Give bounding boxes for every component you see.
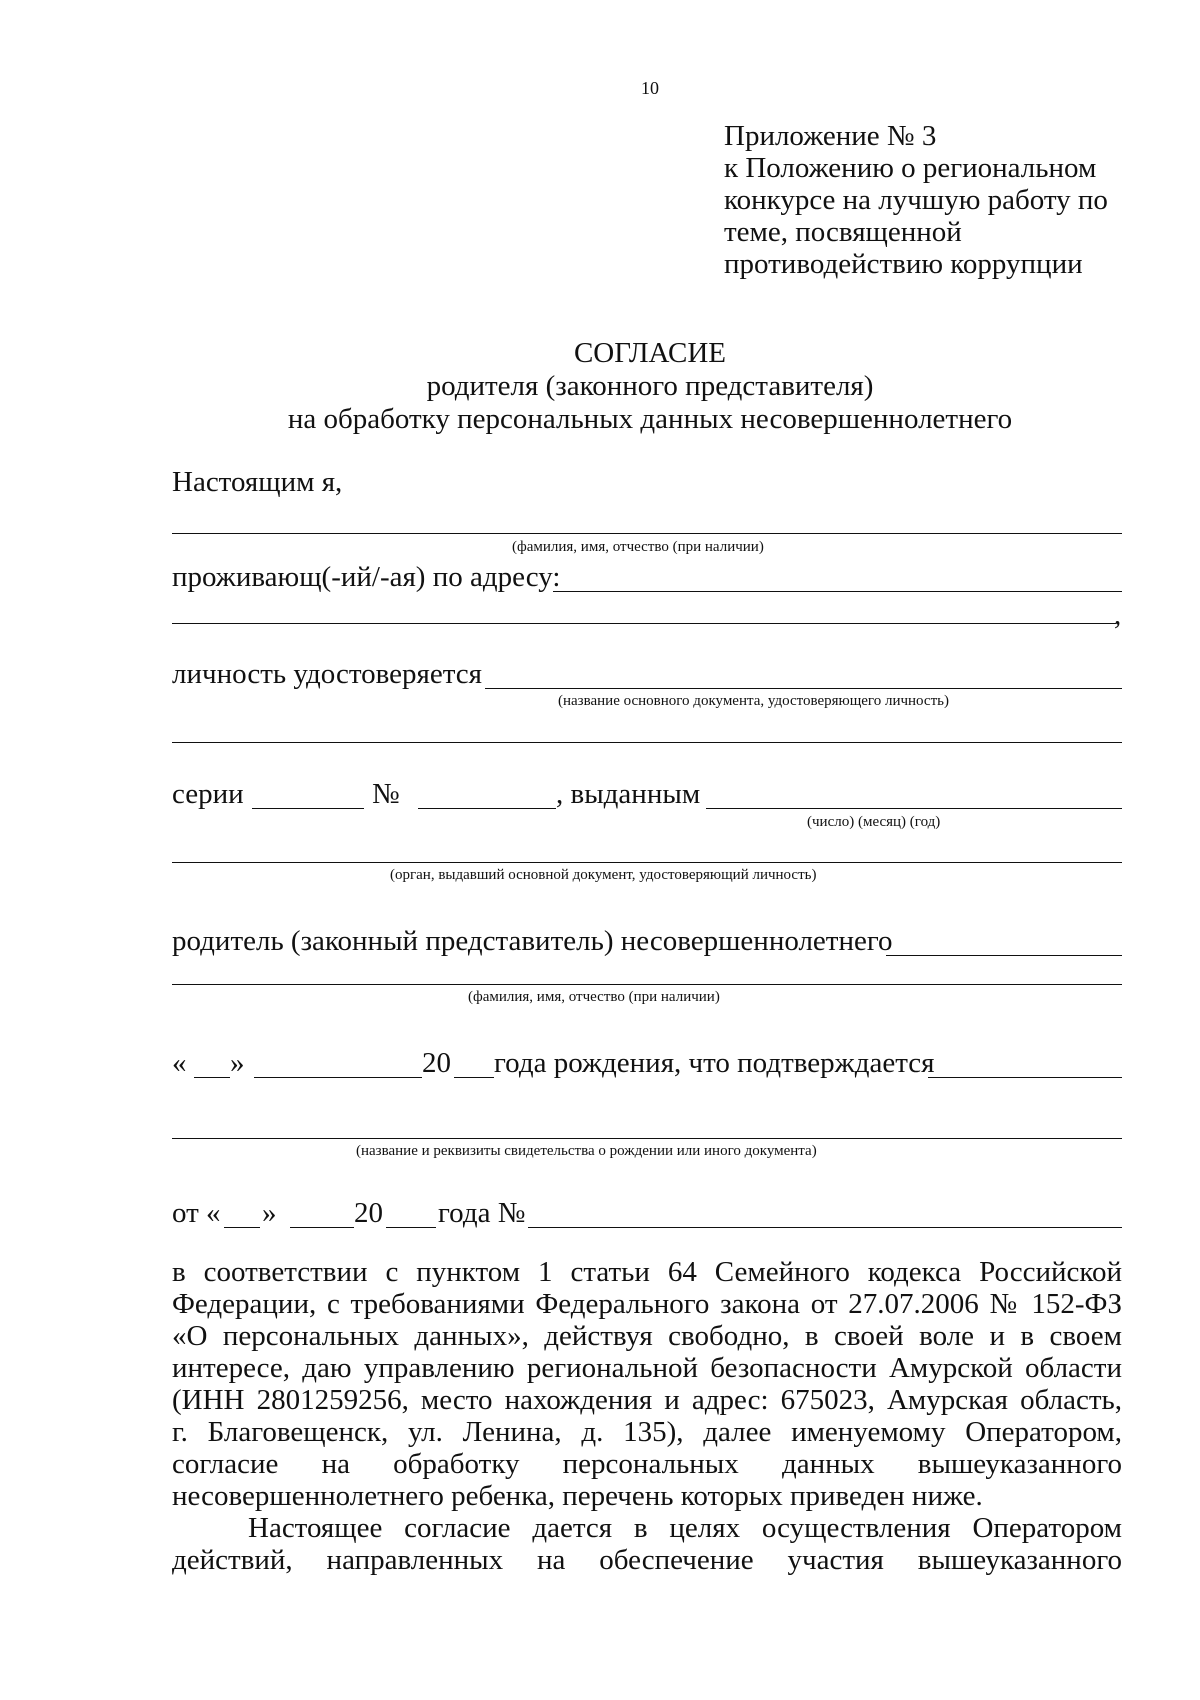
address-field-line2[interactable] [172,623,1116,624]
birth-proof-field[interactable] [928,1077,1122,1078]
identity-doc-field-line2[interactable] [172,742,1122,743]
certificate-field[interactable] [172,1138,1122,1139]
paragraph-line: действий, направленных на обеспечение участия вышеуказанного [172,1544,1122,1576]
series-field[interactable] [252,808,364,809]
number-field[interactable] [418,808,556,809]
paragraph-line: интересе, даю управлению региональной безопасности Амурской области [172,1352,1122,1384]
document-subtitle: родителя (законного представителя) [426,370,874,402]
birth-open-quote: « [172,1047,187,1079]
issuer-field[interactable] [172,862,1122,863]
from-close-quote: » [262,1197,277,1229]
appendix-line: теме, посвященной [724,216,962,248]
purpose-paragraph [172,1512,1122,1576]
paragraph-line: в соответствии с пунктом 1 статьи 64 Семейного кодекса Российской [172,1256,1122,1288]
birth-year-prefix: 20 [422,1047,451,1079]
appendix-line: противодействию коррупции [724,248,1083,280]
paragraph-line: (ИНН 2801259256, место нахождения и адрес: 675023, Амурская область, [172,1384,1122,1416]
child-fio-field-line2[interactable] [172,984,1122,985]
intro-text: Настоящим я, [172,466,343,498]
birth-day-field[interactable] [194,1077,230,1078]
issue-date-caption: (число) (месяц) (год) [807,814,941,830]
issued-label: , выданным [556,778,701,810]
appendix-reference [724,120,1108,280]
doc-day-field[interactable] [224,1227,260,1228]
identity-doc-field[interactable] [485,688,1122,689]
series-label: серии [172,778,244,810]
certificate-caption: (название и реквизиты свидетельства о рождении или иного документа) [356,1143,817,1159]
document-subtitle: на обработку персональных данных несовершеннолетнего [287,403,1013,435]
birth-month-field[interactable] [254,1077,422,1078]
child-fio-caption: (фамилия, имя, отчество (при наличии) [468,989,720,1005]
appendix-line: конкурсе на лучшую работу по [724,184,1108,216]
birth-label: года рождения, что подтверждается [494,1047,935,1079]
document-title: СОГЛАСИЕ [573,337,727,369]
appendix-line: Приложение № 3 [724,120,937,152]
birth-close-quote: » [230,1047,245,1079]
fio-field[interactable] [172,533,1122,534]
doc-number-label: года № [438,1197,526,1229]
paragraph-line: согласие на обработку персональных данных вышеуказанного [172,1448,1122,1480]
issue-date-field[interactable] [706,808,1122,809]
birth-year-field[interactable] [454,1077,494,1078]
doc-year-field[interactable] [386,1227,436,1228]
doc-month-field[interactable] [290,1227,354,1228]
parent-label: родитель (законный представитель) несовершеннолетнего [172,925,893,957]
number-label: № [372,778,400,810]
address-label: проживающ(-ий/-ая) по адресу: [172,561,561,593]
doc-number-field[interactable] [528,1227,1122,1228]
paragraph-line: несовершеннолетнего ребенка, перечень которых приведен ниже. [172,1480,983,1512]
address-comma: , [1114,599,1122,631]
child-fio-field[interactable] [886,955,1122,956]
fio-caption: (фамилия, имя, отчество (при наличии) [512,539,764,555]
identity-label: личность удостоверяется [172,658,482,690]
page-number: 10 [641,78,659,98]
consent-paragraph [172,1256,1122,1512]
from-label: от « [172,1197,221,1229]
appendix-line: к Положению о региональном [724,152,1097,184]
paragraph-line: «О персональных данных», действуя свободно, в своей воле и в своем [172,1320,1122,1352]
issuer-caption: (орган, выдавший основной документ, удостоверяющий личность) [390,867,817,883]
paragraph-line: Настоящее согласие дается в целях осуществления Оператором [248,1512,1122,1544]
paragraph-line: Федерации, с требованиями Федерального закона от 27.07.2006 № 152-ФЗ [172,1288,1122,1320]
identity-doc-caption: (название основного документа, удостоверяющего личность) [558,693,949,709]
address-field[interactable] [553,591,1122,592]
paragraph-line: г. Благовещенск, ул. Ленина, д. 135), далее именуемому Оператором, [172,1416,1122,1448]
doc-year-prefix: 20 [354,1197,383,1229]
